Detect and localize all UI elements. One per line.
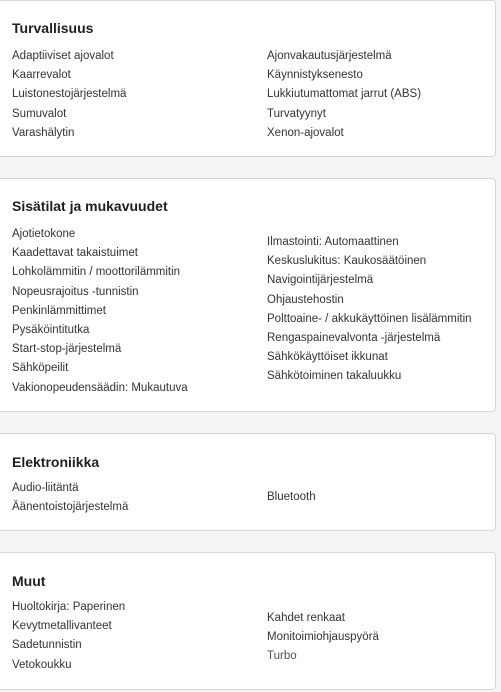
feature-item: Sähköpeilit <box>12 362 69 375</box>
section-other <box>0 552 496 690</box>
feature-list-right <box>267 233 472 387</box>
feature-list-right <box>267 609 379 667</box>
feature-item: Luistonestojärjestelmä <box>12 88 127 101</box>
feature-item: Ajonvakautusjärjestelmä <box>267 50 392 62</box>
feature-item: Polttoaine- / akkukäyttöinen lisälämmitin <box>267 312 472 325</box>
feature-list-right <box>267 47 421 143</box>
feature-item: Start-stop-järjestelmä <box>12 343 122 356</box>
feature-list-left <box>12 598 125 675</box>
feature-item: Turbo <box>267 650 297 663</box>
section-title-electronics: Elektroniikka <box>12 454 100 470</box>
feature-item: Pysäköintitutka <box>12 323 90 336</box>
feature-item: Ilmastointi: Automaattinen <box>267 236 399 248</box>
section-title-other: Muut <box>12 573 46 589</box>
feature-item: Sadetunnistin <box>12 639 82 652</box>
feature-item: Huoltokirja: Paperinen <box>12 601 126 613</box>
feature-item: Turvatyynyt <box>267 107 327 120</box>
feature-item: Penkinlämmittimet <box>12 304 106 317</box>
feature-item: Sähkötoiminen takaluukku <box>267 370 402 383</box>
feature-item: Rengaspainevalvonta -järjestelmä <box>267 331 441 344</box>
feature-list-right <box>267 488 316 507</box>
section-title-interior: Sisätilat ja mukavuudet <box>12 198 168 214</box>
feature-item: Bluetooth <box>267 491 316 503</box>
feature-list-left <box>12 225 188 398</box>
feature-item: Kahdet renkaat <box>267 612 346 624</box>
feature-item: Xenon-ajovalot <box>267 126 344 139</box>
feature-item: Kevytmetallivanteet <box>12 620 112 633</box>
feature-item: Äänentoistojärjestelmä <box>12 501 129 514</box>
feature-item: Monitoimiohjauspyörä <box>267 631 379 644</box>
feature-item: Lohkolämmitin / moottorilämmitin <box>12 266 181 279</box>
feature-item: Varashälytin <box>12 126 75 139</box>
feature-item: Sähkökäyttöiset ikkunat <box>267 351 388 364</box>
feature-item: Audio-liitäntä <box>12 482 79 494</box>
section-interior <box>0 178 496 412</box>
feature-item: Vakionopeudensäädin: Mukautuva <box>12 381 188 394</box>
feature-item: Ohjaustehostin <box>267 293 344 306</box>
feature-item: Kaarrevalot <box>12 69 71 82</box>
section-safety <box>0 0 496 157</box>
feature-item: Vetokoukku <box>12 658 72 671</box>
feature-item: Nopeusrajoitus -tunnistin <box>12 285 139 298</box>
section-electronics <box>0 433 496 531</box>
feature-item: Navigointijärjestelmä <box>267 274 374 287</box>
feature-list-left <box>12 47 126 143</box>
feature-item: Adaptiiviset ajovalot <box>12 50 114 62</box>
feature-item: Sumuvalot <box>12 107 67 120</box>
feature-item: Lukkiutumattomat jarrut (ABS) <box>267 88 422 101</box>
feature-item: Ajotietokone <box>12 228 76 240</box>
feature-list-left <box>12 479 128 517</box>
feature-item: Keskuslukitus: Kaukosäätöinen <box>267 255 427 268</box>
feature-item: Käynnistyksenesto <box>267 69 363 82</box>
section-title-safety: Turvallisuus <box>12 20 94 36</box>
feature-item: Kaadettavat takaistuimet <box>12 247 138 260</box>
